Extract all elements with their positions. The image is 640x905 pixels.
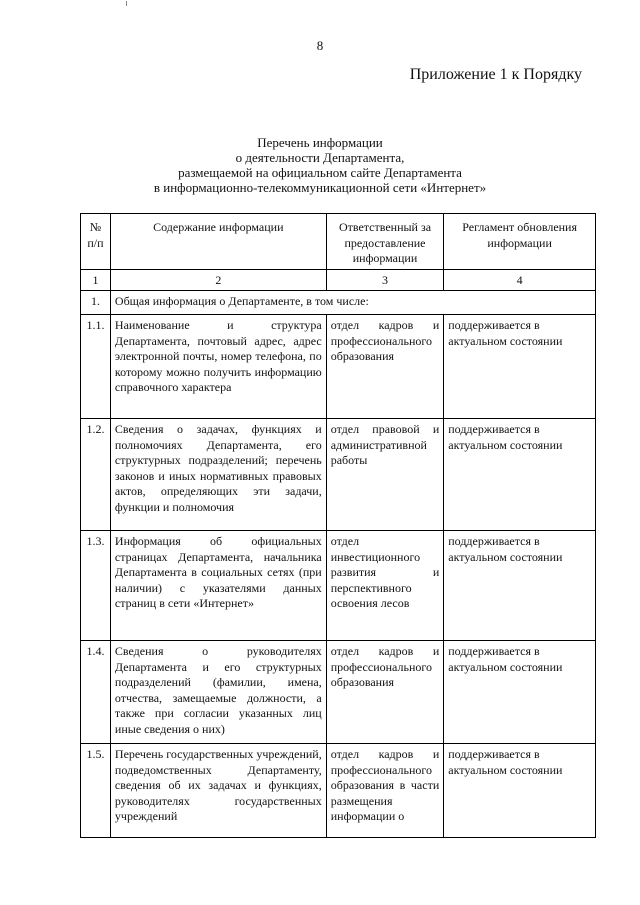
header-number: № п/п bbox=[81, 214, 111, 270]
row-content: Перечень государственных учреждений, подведомственных Департаменту, сведения об их задачах и функциях, руководителях государственных учреждений bbox=[110, 744, 326, 838]
table-row bbox=[81, 419, 596, 531]
section-number: 1. bbox=[81, 291, 111, 315]
row-schedule: поддерживается в актуальном состоянии bbox=[444, 315, 596, 419]
table-row bbox=[81, 315, 596, 419]
section-row bbox=[81, 291, 596, 315]
title-line: в информационно-телекоммуникационной сети «Интернет» bbox=[153, 180, 487, 195]
column-number: 3 bbox=[326, 269, 444, 291]
row-schedule: поддерживается в актуальном состоянии bbox=[444, 531, 596, 641]
row-number: 1.5. bbox=[81, 744, 111, 838]
row-responsible: отдел инвестиционного развития и перспективного освоения лесов bbox=[326, 531, 444, 641]
column-number-row bbox=[81, 269, 596, 291]
row-content: Наименование и структура Департамента, почтовый адрес, адрес электронной почты, номер телефона, по которому можно получить информацию справочного характера bbox=[110, 315, 326, 419]
row-number: 1.3. bbox=[81, 531, 111, 641]
header-schedule: Регламент обновления информации bbox=[444, 214, 596, 270]
row-schedule: поддерживается в актуальном состоянии bbox=[444, 419, 596, 531]
row-content: Сведения о задачах, функциях и полномочиях Департамента, его структурных подразделений; перечень законов и иных нормативных правовых актов, определяющих эти задачи, функции и полномочия bbox=[110, 419, 326, 531]
title-line: размещаемой на официальном сайте Департамента bbox=[178, 165, 462, 180]
header-content: Содержание информации bbox=[110, 214, 326, 270]
row-number: 1.2. bbox=[81, 419, 111, 531]
row-number: 1.4. bbox=[81, 641, 111, 744]
row-schedule: поддерживается в актуальном состоянии bbox=[444, 641, 596, 744]
page-number: 8 bbox=[316, 38, 324, 53]
header-responsible: Ответственный за предоставление информации bbox=[326, 214, 444, 270]
title-line: Перечень информации bbox=[257, 135, 383, 150]
column-number: 2 bbox=[110, 269, 326, 291]
row-number: 1.1. bbox=[81, 315, 111, 419]
row-schedule: поддерживается в актуальном состоянии bbox=[444, 744, 596, 838]
row-content: Сведения о руководителях Департамента и его структурных подразделений (фамилии, имена, отчества, замещаемые должности, а также при согласии указанных лиц иные сведения о них) bbox=[110, 641, 326, 744]
column-number: 1 bbox=[81, 269, 111, 291]
document-title bbox=[60, 135, 580, 195]
table-row bbox=[81, 641, 596, 744]
row-responsible: отдел кадров и профессионального образования в части размещения информации о bbox=[326, 744, 444, 838]
row-responsible: отдел правовой и административной работы bbox=[326, 419, 444, 531]
appendix-label: Приложение 1 к Порядку bbox=[409, 66, 582, 83]
scan-mark bbox=[126, 1, 127, 6]
title-line: о деятельности Департамента, bbox=[235, 150, 405, 165]
information-table bbox=[80, 213, 596, 838]
row-content: Информация об официальных страницах Департамента, начальника Департамента в социальных сетях (при наличии) с указателями данных страниц в сети «Интернет» bbox=[110, 531, 326, 641]
column-number: 4 bbox=[444, 269, 596, 291]
row-responsible: отдел кадров и профессионального образования bbox=[326, 315, 444, 419]
row-responsible: отдел кадров и профессионального образования bbox=[326, 641, 444, 744]
section-title: Общая информация о Департаменте, в том числе: bbox=[110, 291, 595, 315]
table-header-row bbox=[81, 214, 596, 270]
table-row bbox=[81, 531, 596, 641]
table-row bbox=[81, 744, 596, 838]
